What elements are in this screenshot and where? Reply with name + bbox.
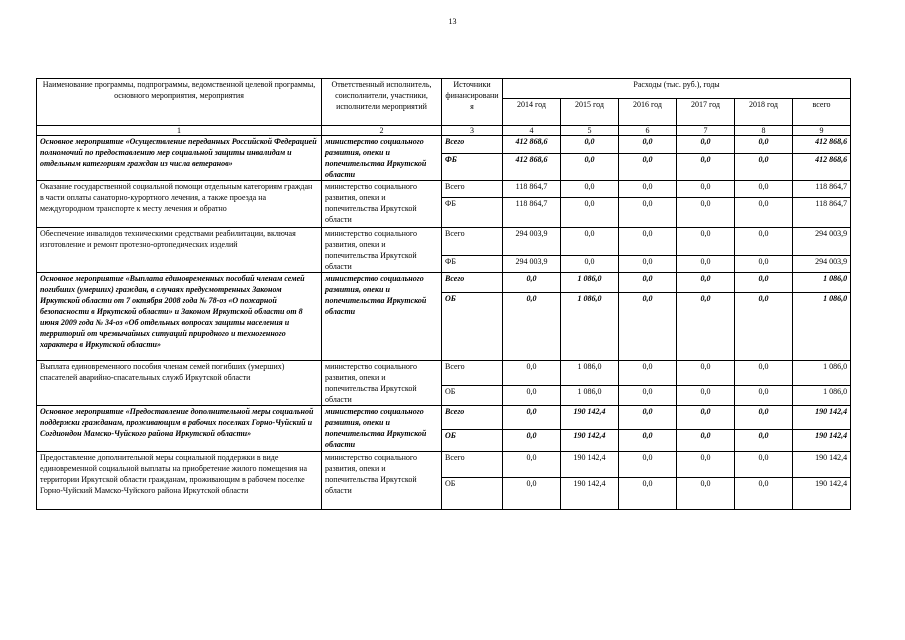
value-cell: 0,0 (561, 154, 619, 181)
value-cell: 0,0 (735, 181, 793, 198)
executor-cell: министерство социального развития, опеки и попечительства Иркутской области (322, 361, 442, 406)
value-cell: 1 086,0 (561, 385, 619, 405)
value-cell: 0,0 (735, 136, 793, 154)
value-cell: 0,0 (677, 154, 735, 181)
value-cell: 1 086,0 (561, 273, 619, 293)
table-row (37, 273, 851, 293)
source-cell: Всего (442, 181, 503, 198)
value-cell: 0,0 (561, 256, 619, 273)
value-cell: 0,0 (677, 256, 735, 273)
value-cell: 0,0 (735, 452, 793, 478)
value-cell: 0,0 (503, 385, 561, 405)
value-cell: 0,0 (735, 154, 793, 181)
source-cell: Всего (442, 452, 503, 478)
header-sources: Источники финансировани я (442, 79, 503, 126)
value-cell: 0,0 (619, 198, 677, 228)
column-number: 8 (735, 126, 793, 136)
value-cell: 0,0 (735, 256, 793, 273)
value-cell: 118 864,7 (503, 198, 561, 228)
program-name-cell: Оказание государственной социальной помощи отдельным категориям граждан в части оплаты санаторно-курортного лечения, а также проезда на междугородном транспорте к месту лечения и обратно (37, 181, 322, 228)
total-cell: 190 142,4 (793, 430, 851, 452)
value-cell: 412 868,6 (503, 154, 561, 181)
value-cell: 1 086,0 (561, 361, 619, 386)
total-cell: 1 086,0 (793, 361, 851, 386)
value-cell: 294 003,9 (503, 256, 561, 273)
value-cell: 0,0 (503, 273, 561, 293)
header-year-2014: 2014 год (503, 99, 561, 126)
value-cell: 0,0 (677, 228, 735, 256)
program-name-cell: Основное мероприятие «Осуществление переданных Российской Федерацией полномочий по предоставлению мер социальной защиты инвалидам и отдельным категориям граждан из числа ветеранов» (37, 136, 322, 181)
value-cell: 0,0 (677, 273, 735, 293)
total-cell: 118 864,7 (793, 198, 851, 228)
column-number: 6 (619, 126, 677, 136)
value-cell: 118 864,7 (503, 181, 561, 198)
value-cell: 0,0 (503, 452, 561, 478)
program-name-cell: Основное мероприятие «Выплата единовременных пособий членам семей погибших (умерших) граждан, в случаях предусмотренных Законом Иркутской области от 7 октября 2008 года № 78-оз «О пожарной безопасности в Иркутской области» и Законом Иркутской области от 8 июня 2009 года № 34-оз «Об отдельных вопросах защиты населения и территорий от чрезвычайных ситуаций природного и техногенного характера в Иркутской области» (37, 273, 322, 361)
value-cell: 0,0 (677, 181, 735, 198)
source-cell: Всего (442, 136, 503, 154)
table-row (37, 361, 851, 386)
table-row (37, 136, 851, 154)
header-year-2018: 2018 год (735, 99, 793, 126)
value-cell: 412 868,6 (503, 136, 561, 154)
value-cell: 0,0 (735, 385, 793, 405)
value-cell: 0,0 (677, 430, 735, 452)
value-cell: 0,0 (619, 478, 677, 510)
value-cell: 0,0 (619, 385, 677, 405)
value-cell: 0,0 (503, 430, 561, 452)
program-name-cell: Предоставление дополнительной меры социальной поддержки в виде единовременной социальной выплаты на приобретение жилого помещения на территории Иркутской области гражданам, проживающим в рабочем поселке Горно-Чуйский Мамско-Чуйского района Иркутской области (37, 452, 322, 510)
total-cell: 190 142,4 (793, 406, 851, 430)
value-cell: 0,0 (503, 406, 561, 430)
total-cell: 1 086,0 (793, 293, 851, 361)
value-cell: 0,0 (561, 228, 619, 256)
total-cell: 412 868,6 (793, 154, 851, 181)
total-cell: 1 086,0 (793, 385, 851, 405)
value-cell: 0,0 (619, 228, 677, 256)
table-row (37, 228, 851, 256)
value-cell: 0,0 (735, 406, 793, 430)
total-cell: 294 003,9 (793, 256, 851, 273)
value-cell: 0,0 (619, 154, 677, 181)
total-cell: 294 003,9 (793, 228, 851, 256)
source-cell: ОБ (442, 293, 503, 361)
value-cell: 0,0 (619, 256, 677, 273)
value-cell: 1 086,0 (561, 293, 619, 361)
table-row (37, 181, 851, 198)
value-cell: 0,0 (735, 273, 793, 293)
header-expenses: Расходы (тыс. руб.), годы (503, 79, 851, 99)
source-cell: Всего (442, 361, 503, 386)
source-cell: Всего (442, 273, 503, 293)
header-year-2017: 2017 год (677, 99, 735, 126)
value-cell: 0,0 (619, 406, 677, 430)
table-row (37, 452, 851, 478)
source-cell: ФБ (442, 198, 503, 228)
value-cell: 0,0 (561, 136, 619, 154)
value-cell: 190 142,4 (561, 406, 619, 430)
header-year-2015: 2015 год (561, 99, 619, 126)
value-cell: 0,0 (619, 273, 677, 293)
value-cell: 0,0 (619, 181, 677, 198)
value-cell: 0,0 (561, 198, 619, 228)
value-cell: 0,0 (503, 293, 561, 361)
column-number: 3 (442, 126, 503, 136)
value-cell: 0,0 (677, 406, 735, 430)
column-number-row (37, 126, 851, 136)
executor-cell: министерство социального развития, опеки и попечительства Иркутской области (322, 228, 442, 273)
value-cell: 0,0 (677, 361, 735, 386)
value-cell: 0,0 (503, 361, 561, 386)
header-total: всего (793, 99, 851, 126)
program-name-cell: Обеспечение инвалидов техническими средствами реабилитации, включая изготовление и ремонт протезно-ортопедических изделий (37, 228, 322, 273)
header-program-name: Наименование программы, подпрограммы, ведомственной целевой программы, основного мероприятия, мероприятия (37, 79, 322, 126)
column-number: 4 (503, 126, 561, 136)
source-cell: ОБ (442, 430, 503, 452)
program-name-cell: Выплата единовременного пособия членам семей погибших (умерших) спасателей аварийно-спасательных служб Иркутской области (37, 361, 322, 406)
value-cell: 190 142,4 (561, 452, 619, 478)
total-cell: 1 086,0 (793, 273, 851, 293)
header-executor: Ответственный исполнитель, соисполнители, участники, исполнители мероприятий (322, 79, 442, 126)
value-cell: 0,0 (619, 136, 677, 154)
column-number: 2 (322, 126, 442, 136)
total-cell: 190 142,4 (793, 478, 851, 510)
column-number: 5 (561, 126, 619, 136)
executor-cell: министерство социального развития, опеки и попечительства Иркутской области (322, 452, 442, 510)
value-cell: 0,0 (677, 452, 735, 478)
column-number: 7 (677, 126, 735, 136)
value-cell: 0,0 (619, 430, 677, 452)
value-cell: 190 142,4 (561, 478, 619, 510)
column-number: 9 (793, 126, 851, 136)
executor-cell: министерство социального развития, опеки и попечительства Иркутской области (322, 136, 442, 181)
source-cell: ФБ (442, 154, 503, 181)
source-cell: ОБ (442, 385, 503, 405)
value-cell: 0,0 (677, 478, 735, 510)
total-cell: 190 142,4 (793, 452, 851, 478)
value-cell: 0,0 (735, 478, 793, 510)
value-cell: 0,0 (735, 198, 793, 228)
value-cell: 190 142,4 (561, 430, 619, 452)
value-cell: 0,0 (677, 136, 735, 154)
value-cell: 0,0 (677, 385, 735, 405)
value-cell: 0,0 (619, 361, 677, 386)
value-cell: 0,0 (677, 293, 735, 361)
total-cell: 118 864,7 (793, 181, 851, 198)
value-cell: 294 003,9 (503, 228, 561, 256)
column-number: 1 (37, 126, 322, 136)
executor-cell: министерство социального развития, опеки и попечительства Иркутской области (322, 273, 442, 361)
source-cell: ОБ (442, 478, 503, 510)
value-cell: 0,0 (677, 198, 735, 228)
value-cell: 0,0 (735, 293, 793, 361)
table-row (37, 406, 851, 430)
total-cell: 412 868,6 (793, 136, 851, 154)
value-cell: 0,0 (503, 478, 561, 510)
page-number: 13 (448, 17, 457, 26)
program-name-cell: Основное мероприятие «Предоставление дополнительной меры социальной поддержки гражданам, проживающим в рабочих поселках Горно-Чуйский и Согдиондон Мамско-Чуйского района Иркутской области» (37, 406, 322, 452)
source-cell: Всего (442, 228, 503, 256)
source-cell: ФБ (442, 256, 503, 273)
executor-cell: министерство социального развития, опеки и попечительства Иркутской области (322, 181, 442, 228)
expenses-table (36, 78, 851, 510)
value-cell: 0,0 (735, 430, 793, 452)
value-cell: 0,0 (735, 361, 793, 386)
executor-cell: министерство социального развития, опеки и попечительства Иркутской области (322, 406, 442, 452)
source-cell: Всего (442, 406, 503, 430)
header-year-2016: 2016 год (619, 99, 677, 126)
value-cell: 0,0 (735, 228, 793, 256)
value-cell: 0,0 (561, 181, 619, 198)
value-cell: 0,0 (619, 452, 677, 478)
value-cell: 0,0 (619, 293, 677, 361)
